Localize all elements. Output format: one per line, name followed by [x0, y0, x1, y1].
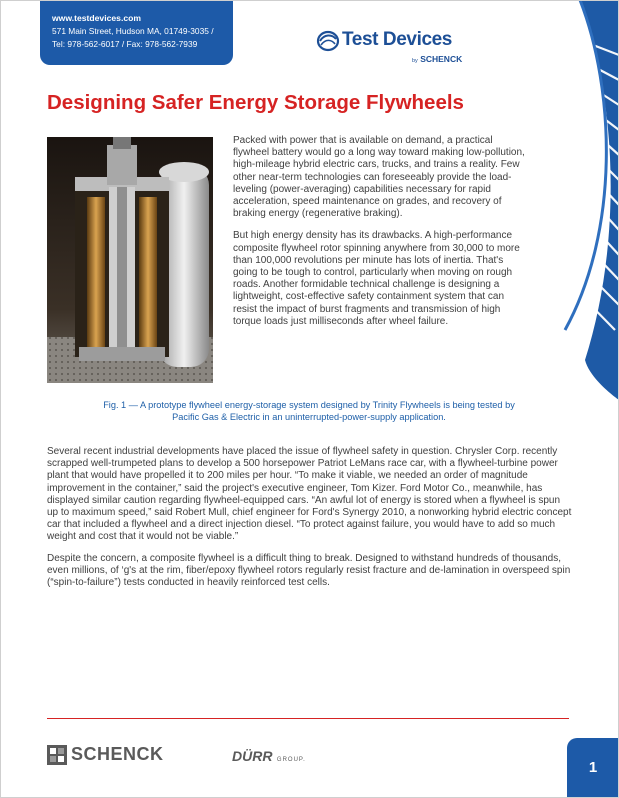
body-text [47, 446, 573, 598]
logo-name: Test Devices [342, 29, 452, 50]
durr-group-text: GROUP. [276, 757, 306, 763]
swirl-logo-icon [316, 30, 340, 52]
body-paragraph: Several recent industrial developments have placed the issue of flywheel safety in question. Chrysler Corp. recently scrapped well-trumpeted plans to develop a 500 horsepower Patriot LeMans race car, with a flywheel-turbine power plant that would have propelled it to 200 miles per hour. “To make it viable, we needed an order of magnitude improvement in the container,” said the project's executive engineer, Tom Kizer. Ford Motor Co., meanwhile, has displayed similar caution regarding flywheel-equipped cars. “An awful lot of energy is stored when a flywheel is spun up to maximum speed,” said Robert Mull, chief engineer for Ford's Synergy 2010, a nonworking hybrid electric concept car that included a flywheel and a direct injection diesel. “To protect against failure, you would have to add so much weight and cost that it would not be viable.” [47, 446, 572, 543]
intro-paragraph: Packed with power that is available on demand, a practical flywheel battery would go a long way toward making low-pollution, high-mileage hybrid electric cars, trucks, and trains a reality. Few other near-term technologies can foreseeably provide the load-leveling (power-averaging) capabilities necessary for rapid acceleration, speed maintenance on grades, and recovery of braking energy (regenerative braking). [233, 135, 525, 220]
intro-column [233, 135, 525, 338]
website-link[interactable]: www.testdevices.com [52, 13, 141, 23]
figure-caption [47, 399, 571, 424]
schenck-wordmark: SCHENCK [71, 744, 164, 764]
test-devices-logo [316, 28, 478, 70]
flywheel-photo [47, 137, 213, 383]
logo-byline: by SCHENCK [412, 54, 463, 64]
page-number: 1 [567, 738, 619, 798]
durr-logo [232, 748, 322, 768]
address-text: 571 Main Street, Hudson MA, 01749-3035 / [52, 26, 214, 36]
body-paragraph: Despite the concern, a composite flywheel is a difficult thing to break. Designed to withstand hundreds of thousands, even millions, of ‘g's at the rim, fiber/epoxy flywheel rotors regularly resist fracture and de-lamination in overspeed spin (“spin-to-failure”) tests conducted in heavily reinforced test cells. [47, 552, 571, 589]
caption-line: Pacific Gas & Electric in an uninterrupted-power-supply application. [172, 412, 446, 423]
intro-paragraph: But high energy density has its drawbacks. A high-performance composite flywheel rotor spinning anywhere from 30,000 to more than 100,000 revolutions per minute has lots of inertia. That's going to be tough to control, particularly when moving on rough roads. Another formidable technical challenge is designing a lightweight, cost-effective safety containment system that can resist the impact of burst fragments and transmission of high torque loads just milliseconds after wheel failure. [233, 230, 520, 327]
phone-text: Tel: 978-562-6017 / Fax: 978-562-7939 [52, 39, 198, 49]
footer-divider [47, 718, 569, 719]
contact-box [40, 0, 233, 65]
caption-line: Fig. 1 — A prototype flywheel energy-storage system designed by Trinity Flywheels is being tested by [103, 400, 515, 410]
schenck-logo [47, 744, 187, 766]
schenck-emblem-icon [47, 745, 67, 765]
page-title: Designing Safer Energy Storage Flywheels [47, 91, 464, 114]
durr-wordmark: DÜRR [232, 748, 273, 764]
